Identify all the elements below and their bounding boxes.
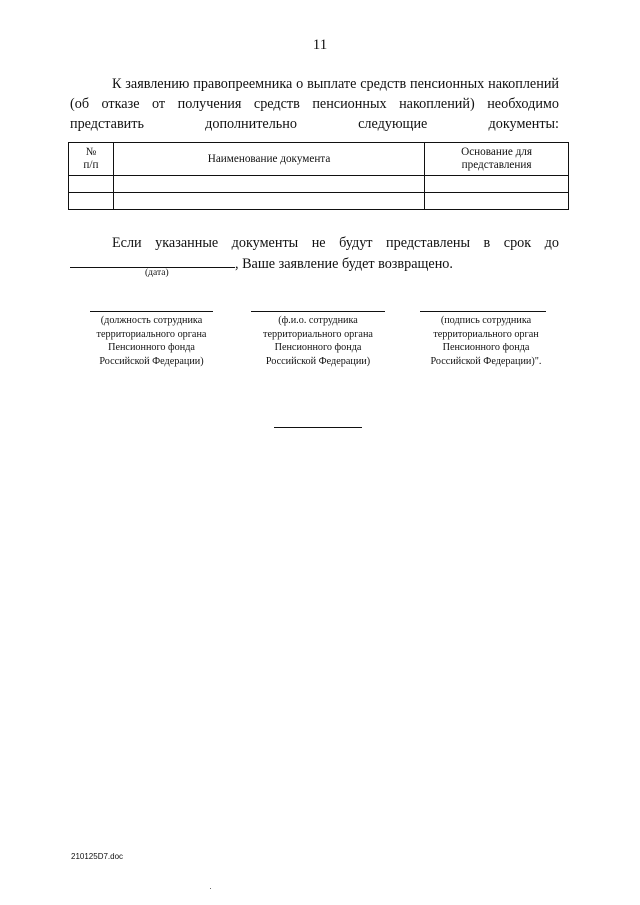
signature-caption-line-1: (подпись сотрудника [440, 315, 532, 326]
signature-caption-line-4: Российской Федерации)". [430, 355, 542, 367]
signature-signature-line [420, 311, 546, 312]
header-basis-line-1: Основание для [461, 146, 533, 158]
header-basis-line-2: представления [461, 159, 532, 171]
scan-speck [210, 888, 211, 889]
table-header-row [69, 143, 569, 176]
position-caption-line-4: Российской Федерации) [99, 355, 204, 367]
table-cell-name [113, 176, 424, 193]
table-cell-number [69, 193, 114, 210]
deadline-suffix: , Ваше заявление будет возвращено. [235, 256, 453, 272]
name-caption-line-1: (ф.и.о. сотрудника [278, 315, 358, 326]
table-cell-basis [425, 176, 569, 193]
deadline-line-1: Если указанные документы не будут представлены в срок до [112, 235, 559, 251]
header-basis [425, 143, 569, 176]
footer-file-code: 210125D7.doc [71, 852, 124, 861]
intro-line-2: накоплений (об отказе от получения средств пенсионных накоплений) [70, 76, 560, 112]
date-caption: (дата) [145, 268, 169, 278]
position-signature-line [90, 311, 213, 312]
deadline-paragraph [70, 233, 559, 274]
position-caption-line-2: территориального органа [96, 328, 207, 340]
name-caption-line-4: Российской Федерации) [265, 355, 371, 367]
header-number [69, 143, 114, 176]
signature-block-signature [420, 311, 552, 368]
position-caption-line-3: Пенсионного фонда [108, 342, 195, 353]
signature-block-name [250, 311, 386, 368]
signature-block-position [90, 311, 213, 368]
name-caption-line-3: Пенсионного фонда [274, 342, 362, 353]
position-caption-line-1: (должность сотрудника [100, 315, 203, 326]
header-number-line-2: п/п [83, 159, 99, 171]
table-cell-basis [425, 193, 569, 210]
table-row [69, 193, 569, 210]
table-row [69, 176, 569, 193]
name-caption-line-2: территориального органа [263, 328, 373, 340]
intro-paragraph [70, 74, 559, 134]
signature-caption-line-3: Пенсионного фонда [442, 342, 530, 353]
closing-rule [274, 427, 362, 428]
signature-caption-line-2: территориального орган [433, 328, 539, 340]
header-number-line-1: № [85, 146, 97, 158]
intro-line-3: необходимо представить дополнительно следующие документы: [70, 96, 560, 132]
name-signature-line [251, 311, 385, 312]
date-blank-field [70, 253, 235, 268]
intro-line-1: К заявлению правопреемника о выплате средств пенсионных [112, 76, 485, 92]
documents-table [68, 142, 569, 210]
table-cell-name [113, 193, 424, 210]
deadline-line-2 [70, 253, 559, 274]
header-document-name: Наименование документа [113, 143, 424, 176]
table-cell-number [69, 176, 114, 193]
page-number: 11 [312, 37, 328, 53]
